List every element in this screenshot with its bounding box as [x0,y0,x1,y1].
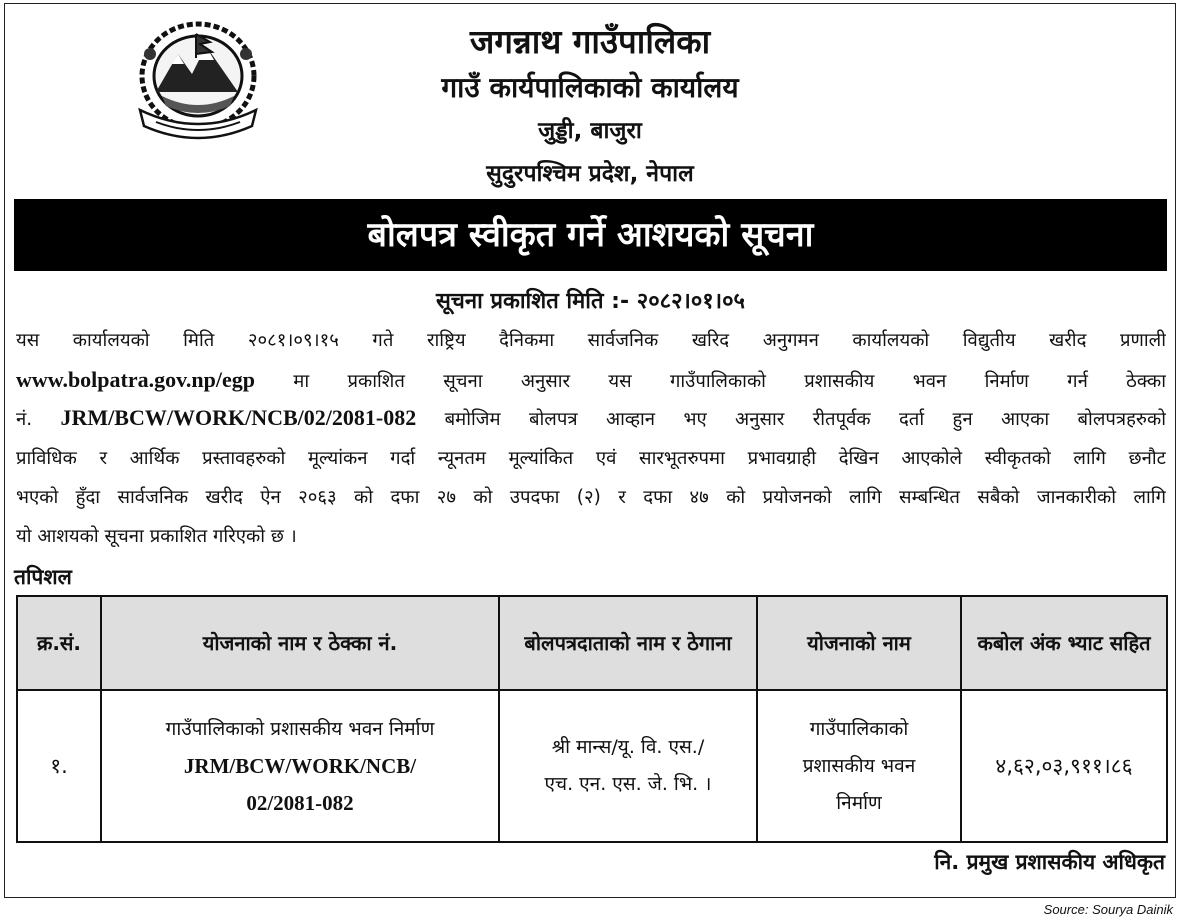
body-text-line: भएको हुँदा सार्वजनिक खरीद ऐन २०६३ को दफा २७ को उपदफा (२) र दफा ४७ को प्रयोजनको लागि सम्बन्धित सबैको जानकारीको लागि [16,487,1166,508]
body-text-segment: मा प्रकाशित सूचना अनुसार यस गाउँपालिकाको प्रशासकीय भवन निर्माण गर्न ठेक्का [255,371,1166,392]
signatory-title: नि. प्रमुख प्रशासकीय अधिकृत [934,850,1165,874]
office-location: जुड्डी, बाजुरा [538,118,642,144]
cell-bidder [499,690,757,842]
table-row [17,690,1167,842]
body-text-segment: बमोजिम बोलपत्र आव्हान भए अनुसार रीतपूर्वक दर्ता हुन आएका बोलपत्रहरुको [416,409,1166,430]
office-name: गाउँ कार्यपालिकाको कार्यालय [441,71,739,104]
details-caption: तपिशल [14,565,72,589]
notice-title: बोलपत्र स्वीकृत गर्ने आशयको सूचना [14,199,1167,271]
contract-ref-part: 02/2081-082 [246,790,354,815]
header-plan-name: योजनाको नाम [757,596,961,690]
cell-serial-number: १. [17,690,101,842]
bidder-line: एच. एन. एस. जे. भि. । [544,773,712,795]
plan-line: प्रशासकीय भवन [802,754,916,777]
contract-reference: JRM/BCW/WORK/NCB/02/2081-082 [60,405,417,430]
plan-line: गाउँपालिकाको [809,717,909,740]
body-text-line [16,365,1166,395]
header-bidder: बोलपत्रदाताको नाम र ठेगाना [499,596,757,690]
award-table [16,595,1168,843]
cell-plan-name [757,690,961,842]
body-text-line: यो आशयको सूचना प्रकाशित गरिएको छ । [16,526,297,547]
contract-ref-part: JRM/BCW/WORK/NCB/ [183,753,417,778]
province-country: सुदुरपश्चिम प्रदेश, नेपाल [486,161,694,187]
plan-line: निर्माण [836,791,882,814]
municipality-name: जगन्नाथ गाउँपालिका [469,22,711,61]
emblem-graphic [126,14,270,146]
cell-project-and-contract [101,690,499,842]
source-credit: Source: Sourya Dainik [1043,902,1173,917]
bidder-line: श्री मान्स/यू. वि. एस./ [551,736,705,758]
table-header-row [17,596,1167,690]
egp-url: www.bolpatra.gov.np/egp [16,367,255,392]
body-text-line [16,403,1166,433]
cell-bid-amount: ४,६२,०३,९११।८६ [961,690,1167,842]
body-text-line: यस कार्यालयको मिति २०८१।०९।१५ गते राष्ट्रिय दैनिकमा सार्वजनिक खरिद अनुगमन कार्यालयको विद्युतीय खरीद प्रणाली [16,330,1166,351]
body-text-segment: नं. [16,409,61,430]
header-project-and-contract: योजनाको नाम र ठेक्का नं. [101,596,499,690]
header-bid-amount: कबोल अंक भ्याट सहित [961,596,1167,690]
publication-date: सूचना प्रकाशित मिति :- २०८२।०१।०५ [436,289,745,314]
nepal-emblem-logo [126,14,270,146]
header-serial-number: क्र.सं. [17,596,101,690]
body-text-line: प्राविधिक र आर्थिक प्रस्तावहरुको मूल्यांकन गर्दा न्यूनतम मूल्यांकित एवं सारभूतरुपमा प्रभावग्राही देखिन आएकोले स्वीकृतको लागि छनौट [16,448,1166,469]
project-name: गाउँपालिकाको प्रशासकीय भवन निर्माण [165,717,435,740]
